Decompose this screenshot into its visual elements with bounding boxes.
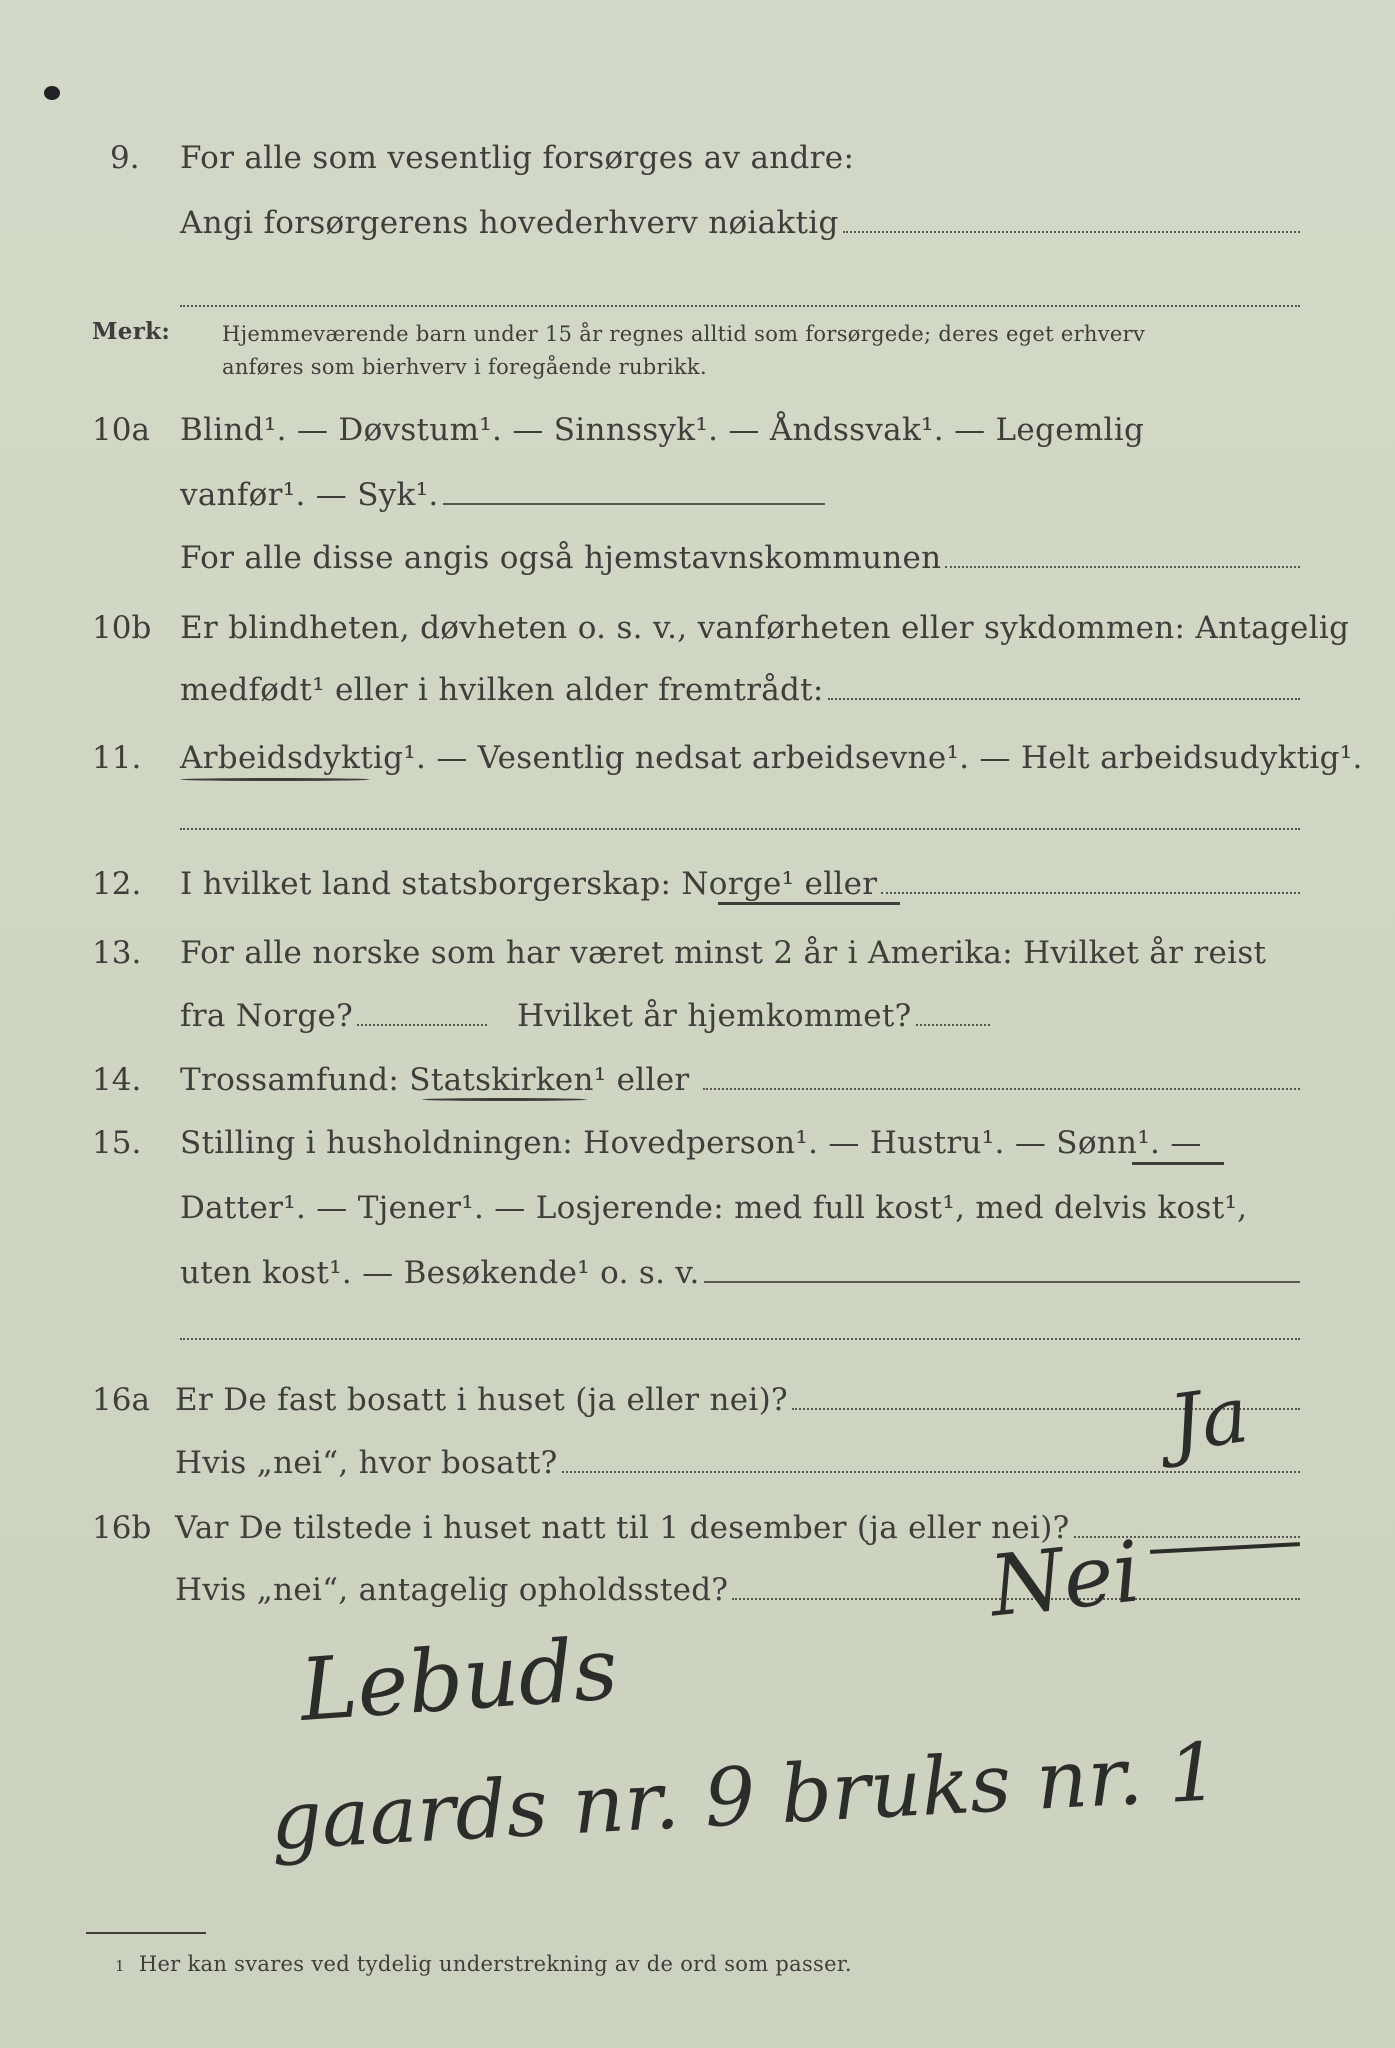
q9-text2: Angi forsørgerens hovederhverv nøiaktig (180, 205, 839, 241)
q10a-line2 (180, 477, 825, 513)
q16a-number: 16a (92, 1382, 150, 1418)
q13-line2 (180, 998, 990, 1034)
q11-text1: Arbeidsdyktig¹. — Vesentlig nedsat arbeidsevne¹. — Helt arbeidsudyktig¹. (180, 740, 1363, 776)
handwritten-gaards-bruks: gaards nr. 9 bruks nr. 1 (268, 1725, 1222, 1868)
merk-text2: anføres som bierhverv i foregående rubrikk. (222, 355, 707, 379)
q13-text1: For alle norske som har været minst 2 år i Amerika: Hvilket år reist (180, 935, 1267, 971)
q10b-line2 (180, 672, 1300, 708)
q12-answer-line (881, 892, 1300, 894)
q10b-number: 10b (92, 610, 152, 646)
q13-reist-line (357, 1024, 487, 1026)
q16b-text2: Hvis „nei“, antagelig opholdssted? (175, 1572, 729, 1608)
q15-extra-line (180, 1338, 1300, 1340)
q14-line1 (180, 1062, 1300, 1098)
merk-line1 (222, 322, 1145, 346)
footnote (115, 1952, 852, 1976)
q9-line1 (180, 140, 1300, 176)
q10a-hjemstavn-line (945, 566, 1300, 568)
merk-line2 (222, 355, 707, 379)
q10a-number: 10a (92, 412, 150, 448)
q15-number: 15. (92, 1125, 142, 1161)
q13-text2a: fra Norge? (180, 998, 354, 1034)
q13-line1 (180, 935, 1266, 971)
q10a-line3 (180, 540, 1300, 576)
q12-underline-norge (718, 902, 900, 905)
q12-line1 (180, 866, 1300, 902)
q12-number: 12. (92, 866, 142, 902)
q10a-answer-line (443, 503, 825, 505)
q9-answer-line (843, 231, 1300, 233)
q10b-line1 (180, 610, 1349, 646)
footnote-rule (86, 1932, 206, 1934)
q10a-text2: vanfør¹. — Syk¹. (180, 477, 439, 513)
q15-underline-sonn (1132, 1162, 1224, 1165)
q14-answer-line (703, 1088, 1300, 1090)
q10b-text2: medfødt¹ eller i hvilken alder fremtrådt: (180, 672, 824, 708)
q11-line1 (180, 740, 1363, 776)
q16a-bosatt-line (562, 1471, 1300, 1473)
merk-text1: Hjemmeværende barn under 15 år regnes alltid som forsørgede; deres eget erhverv (222, 322, 1146, 346)
q16a-line2 (175, 1445, 1300, 1481)
q15-line2 (180, 1190, 1247, 1226)
handwritten-answer-16a: Ja (1164, 1370, 1254, 1470)
q16b-text1: Var De tilstede i huset natt til 1 desember (ja eller nei)? (175, 1510, 1070, 1546)
q9-number: 9. (110, 140, 140, 176)
q16b-number: 16b (92, 1510, 152, 1546)
merk-label-row (92, 318, 170, 345)
q13-text2b: Hvilket år hjemkommet? (517, 998, 912, 1034)
q9-line2 (180, 205, 1300, 241)
q16a-text1: Er De fast bosatt i huset (ja eller nei)? (175, 1382, 788, 1418)
q14-number: 14. (92, 1062, 142, 1098)
footnote-mark: 1 (115, 1957, 125, 1975)
q10a-text3: For alle disse angis også hjemstavnskommunen (180, 540, 942, 576)
q15-text3: uten kost¹. — Besøkende¹ o. s. v. (180, 1255, 700, 1291)
q14-text1: Trossamfund: Statskirken¹ eller (180, 1062, 690, 1098)
q16a-text2: Hvis „nei“, hvor bosatt? (175, 1445, 558, 1481)
q11-extra-line (180, 828, 1300, 830)
q10b-answer-line (828, 698, 1300, 700)
q9-text1: For alle som vesentlig forsørges av andre: (180, 140, 855, 176)
q14-underline-statskirken (422, 1098, 587, 1101)
q11-number: 11. (92, 740, 142, 776)
q12-text1: I hvilket land statsborgerskap: Norge¹ eller (180, 866, 878, 902)
q9-extra-line (180, 305, 1300, 307)
ink-blot (44, 86, 60, 100)
q10a-line1 (180, 412, 1144, 448)
q16a-line1 (175, 1382, 1300, 1418)
q13-hjemkommet-line (916, 1024, 990, 1026)
q11-underline-arbeidsdyktig (180, 778, 370, 781)
q15-text1: Stilling i husholdningen: Hovedperson¹. — Hustru¹. — Sønn¹. — (180, 1125, 1202, 1161)
q10a-text1: Blind¹. — Døvstum¹. — Sinnssyk¹. — Åndssvak¹. — Legemlig (180, 412, 1145, 448)
handwritten-answer-16b: Nei (985, 1522, 1145, 1636)
merk-label: Merk: (92, 318, 171, 345)
q13-number: 13. (92, 935, 142, 971)
footnote-text: Her kan svares ved tydelig understrekning av de ord som passer. (138, 1952, 852, 1976)
q15-answer-line (704, 1281, 1300, 1283)
q15-text2: Datter¹. — Tjener¹. — Losjerende: med full kost¹, med delvis kost¹, (180, 1190, 1248, 1226)
q10b-text1: Er blindheten, døvheten o. s. v., vanførheten eller sykdommen: Antagelig (180, 610, 1350, 646)
q15-line3 (180, 1255, 1300, 1291)
handwritten-place-name: Lebuds (296, 1619, 621, 1741)
q15-line1 (180, 1125, 1202, 1161)
